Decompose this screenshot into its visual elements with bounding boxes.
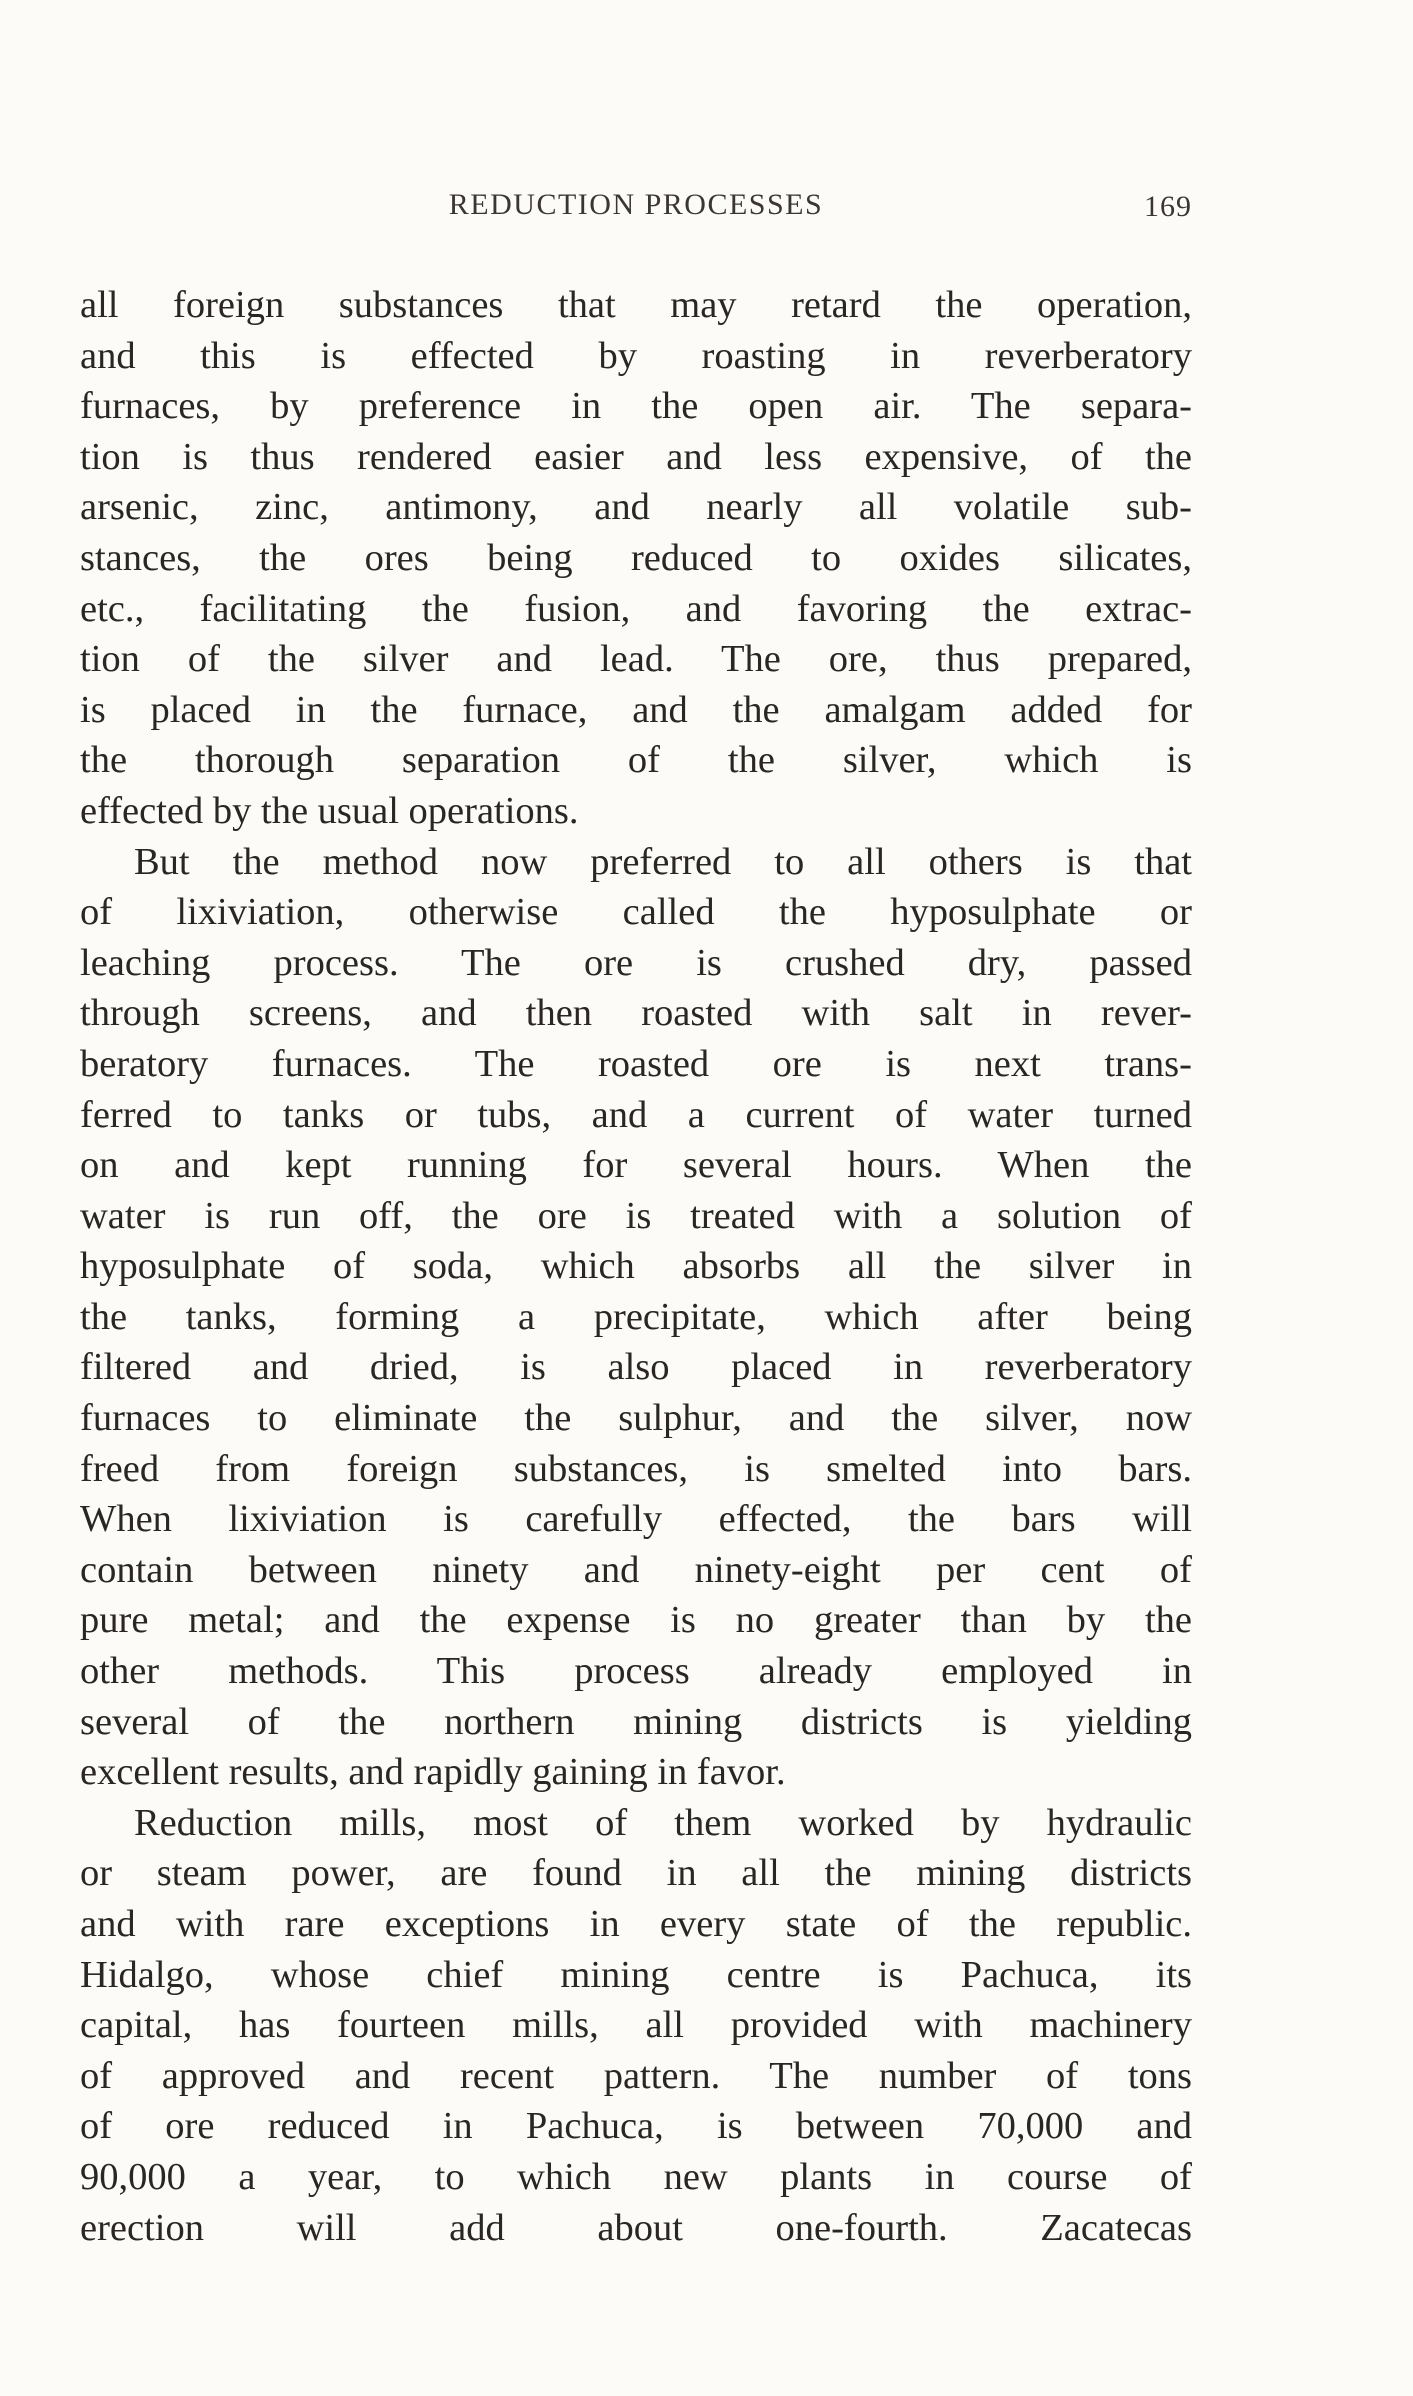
text-line: water is run off, the ore is treated with a solution of	[80, 1194, 1192, 1237]
text-line: of ore reduced in Pachuca, is between 70,000 and	[80, 2105, 1192, 2148]
text-line: all foreign substances that may retard the operation,	[80, 284, 1192, 326]
text-line: ferred to tanks or tubs, and a current of water turned	[80, 1093, 1192, 1136]
text-line: tion of the silver and lead. The ore, thus prepared,	[80, 638, 1192, 681]
text-line: other methods. This process already employed in	[80, 1650, 1192, 1693]
text-line: through screens, and then roasted with salt in rever-	[80, 992, 1192, 1035]
text-line: effected by the usual operations.	[80, 789, 579, 832]
text-line: the thorough separation of the silver, which is	[80, 739, 1192, 782]
text-line: pure metal; and the expense is no greater than by the	[80, 1599, 1192, 1642]
text-line: is placed in the furnace, and the amalgam added for	[80, 688, 1192, 731]
text-line: contain between ninety and ninety-eight per cent of	[80, 1548, 1192, 1591]
text-line: beratory furnaces. The roasted ore is next trans-	[80, 1042, 1192, 1085]
text-line: on and kept running for several hours. When the	[80, 1144, 1192, 1187]
text-line: furnaces to eliminate the sulphur, and the silver, now	[80, 1397, 1192, 1440]
text-line: capital, has fourteen mills, all provided with machinery	[80, 2004, 1192, 2047]
text-line: of approved and recent pattern. The number of tons	[80, 2054, 1192, 2097]
text-line: or steam power, are found in all the mining districts	[80, 1852, 1192, 1895]
text-line: freed from foreign substances, is smelted into bars.	[80, 1447, 1192, 1490]
text-line: But the method now preferred to all others is that	[134, 840, 1192, 883]
running-title: REDUCTION PROCESSES	[448, 188, 824, 221]
page-number: 169	[1144, 190, 1192, 223]
text-line: erection will add about one-fourth. Zacatecas	[80, 2206, 1192, 2249]
running-head	[80, 188, 1192, 228]
text-line: furnaces, by preference in the open air. The separa-	[80, 385, 1192, 428]
text-line: etc., facilitating the fusion, and favoring the extrac-	[80, 587, 1192, 630]
text-line: arsenic, zinc, antimony, and nearly all volatile sub-	[80, 486, 1192, 529]
text-line: of lixiviation, otherwise called the hyposulphate or	[80, 891, 1192, 934]
text-line: Reduction mills, most of them worked by hydraulic	[134, 1801, 1192, 1844]
text-line: several of the northern mining districts is yielding	[80, 1700, 1192, 1743]
text-line: tion is thus rendered easier and less expensive, of the	[80, 435, 1192, 478]
text-line: and with rare exceptions in every state of the republic.	[80, 1903, 1192, 1945]
text-line: leaching process. The ore is crushed dry, passed	[80, 941, 1192, 984]
text-line: When lixiviation is carefully effected, the bars will	[80, 1498, 1192, 1541]
text-line: hyposulphate of soda, which absorbs all the silver in	[80, 1245, 1192, 1288]
text-line: excellent results, and rapidly gaining in favor.	[80, 1751, 786, 1794]
text-line: stances, the ores being reduced to oxides silicates,	[80, 536, 1192, 579]
text-line: the tanks, forming a precipitate, which after being	[80, 1295, 1192, 1338]
body-text	[80, 280, 1192, 2253]
text-line: and this is effected by roasting in reverberatory	[80, 334, 1192, 377]
text-line: 90,000 a year, to which new plants in course of	[80, 2155, 1192, 2198]
text-line: Hidalgo, whose chief mining centre is Pachuca, its	[80, 1953, 1192, 1996]
text-line: filtered and dried, is also placed in reverberatory	[80, 1346, 1192, 1389]
